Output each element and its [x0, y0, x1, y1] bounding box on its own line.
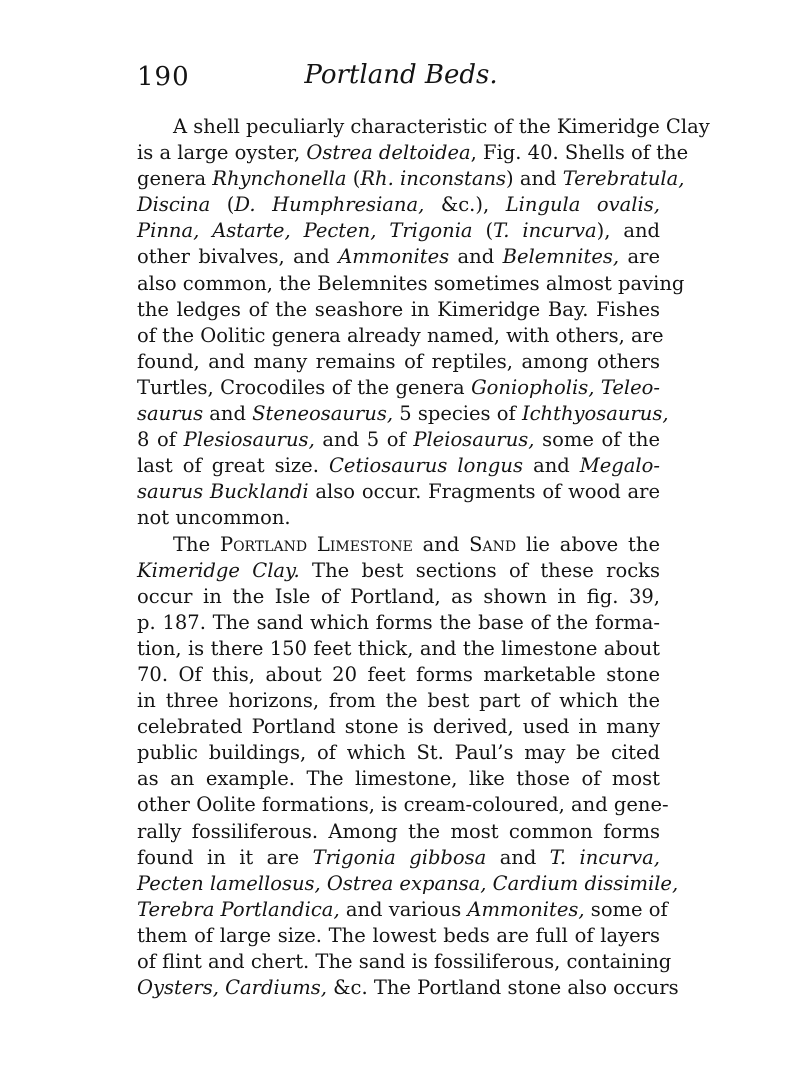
text-line [137, 505, 660, 531]
text-run: of the Oolitic genera already named, with others, are [137, 323, 664, 347]
body-text [137, 114, 710, 1001]
italic-text: Kimeridge Clay. [137, 558, 300, 582]
text-run: other Oolite formations, is cream-coloured, and gene- [137, 793, 669, 817]
text-run: lie above the [516, 532, 660, 556]
text-run: them of large size. The lowest beds are full of layers [137, 923, 660, 947]
text-line [137, 845, 660, 871]
text-run: ( [346, 167, 361, 191]
text-run: A shell peculiarly characteristic of the Kimeridge Clay [173, 115, 710, 138]
text-line [137, 297, 660, 323]
text-run: , Fig. 40. Shells of the [470, 141, 689, 165]
text-line [137, 949, 672, 975]
text-line [137, 871, 679, 897]
text-line [137, 819, 660, 845]
text-run: also occur. Fragments of wood are [308, 480, 661, 504]
italic-text: D. Humphresiana, [234, 193, 425, 217]
italic-text: Pleiosaurus, [413, 428, 535, 452]
text-line [137, 218, 660, 244]
text-line [137, 975, 679, 1001]
text-line [137, 140, 689, 166]
text-run: are [619, 245, 660, 269]
text-line [137, 401, 669, 427]
text-line [137, 897, 668, 923]
text-run: other bivalves, and [137, 245, 339, 269]
text-run: is a large oyster, [137, 141, 307, 165]
text-run: found in it are [137, 845, 313, 869]
italic-text: Ichthyosaurus, [521, 402, 669, 426]
italic-text: Terebratula, [562, 167, 685, 191]
text-line [137, 166, 685, 192]
text-run: and [486, 845, 550, 869]
text-run: rally fossiliferous. Among the most common forms [137, 819, 660, 843]
italic-text: Plesiosaurus, [183, 428, 315, 452]
text-line [137, 114, 710, 140]
italic-text: Terebra Portlandica, [137, 897, 340, 921]
text-line [137, 714, 660, 740]
text-run: genera [137, 167, 213, 191]
text-run: the ledges of the seashore in Kimeridge Bay. Fishes [137, 297, 660, 321]
text-run: as an example. The limestone, like those of most [137, 767, 660, 791]
text-line [137, 766, 660, 792]
italic-text: Ammonites, [467, 897, 585, 921]
italic-text: Ostrea deltoidea [306, 141, 471, 165]
page-header [137, 60, 665, 100]
text-line [137, 558, 660, 584]
text-run: and [523, 454, 580, 478]
text-run: The best sections of these rocks [299, 558, 660, 582]
italic-text: T. incurva [493, 219, 597, 243]
text-run: and [412, 532, 470, 556]
text-run: found, and many remains of reptiles, among others [137, 349, 660, 373]
italic-text: Cetiosaurus longus [328, 454, 523, 478]
italic-text: Rh. inconstans [360, 167, 507, 191]
text-line [137, 375, 660, 401]
italic-text: Trigonia gibbosa [312, 845, 487, 869]
text-run: ) and [506, 167, 563, 191]
text-line [137, 244, 660, 270]
text-line [137, 636, 660, 662]
text-run: some of the [534, 428, 661, 452]
text-run: and [203, 402, 253, 426]
text-line [137, 479, 660, 505]
italic-text: Oysters, Cardiums, [137, 976, 327, 1000]
italic-text: Pecten lamellosus, Ostrea expansa, Cardium dissimile, [137, 871, 679, 895]
italic-text: T. incurva, [549, 845, 660, 869]
italic-text: Goniopholis, Teleo- [471, 375, 660, 399]
text-run: 5 species of [393, 402, 522, 426]
italic-text: Ammonites [338, 245, 450, 269]
text-line [137, 427, 660, 453]
text-line [137, 584, 660, 610]
italic-text: Belemnites, [502, 245, 620, 269]
text-run: also common, the Belemnites sometimes almost paving [137, 271, 685, 295]
small-caps-text: Sand [469, 532, 517, 556]
text-line [137, 453, 660, 479]
running-head: Portland Beds. [304, 60, 498, 90]
page-number: 190 [137, 62, 190, 92]
text-run: ( [210, 193, 235, 217]
text-line [137, 349, 660, 375]
text-run: in three horizons, from the best part of which the [137, 689, 660, 713]
text-run: public buildings, of which St. Paul’s may be cited [137, 741, 660, 765]
text-run: of flint and chert. The sand is fossiliferous, containing [137, 950, 672, 973]
text-run: 70. Of this, about 20 feet forms marketable stone [137, 662, 660, 686]
italic-text: Lingula ovalis, [505, 193, 660, 217]
text-line [137, 662, 660, 688]
italic-text: saurus [137, 402, 204, 426]
text-run: and various [339, 897, 468, 921]
text-run: and [449, 245, 503, 269]
italic-text: Steneosaurus, [252, 402, 394, 426]
text-run: ), and [596, 219, 661, 243]
text-run: and 5 of [314, 428, 414, 452]
text-run: &c.), [424, 193, 506, 217]
text-run: &c. The Portland stone also occurs [326, 976, 679, 1000]
text-run: last of great size. [137, 454, 329, 478]
italic-text: Discina [137, 193, 211, 217]
italic-text: saurus Bucklandi [137, 480, 309, 504]
text-line [137, 192, 660, 218]
text-run: p. 187. The sand which forms the base of the forma- [137, 610, 660, 634]
text-line [137, 271, 685, 297]
text-line [137, 792, 669, 818]
text-line [137, 688, 660, 714]
text-run: occur in the Isle of Portland, as shown in fig. 39, [137, 584, 660, 608]
text-line [137, 740, 660, 766]
text-line [137, 923, 660, 949]
text-line [137, 323, 664, 349]
text-line [137, 532, 660, 558]
text-run: tion, is there 150 feet thick, and the limestone about [137, 636, 660, 660]
italic-text: Rhynchonella [212, 167, 347, 191]
text-run: 8 of [137, 428, 184, 452]
text-line [137, 610, 660, 636]
text-run: celebrated Portland stone is derived, used in many [137, 715, 660, 739]
text-run: some of [584, 897, 668, 921]
text-run: not uncommon. [137, 506, 291, 530]
italic-text: Pinna, Astarte, Pecten, Trigonia [137, 219, 473, 243]
text-run: ( [472, 219, 494, 243]
text-run: Turtles, Crocodiles of the genera [137, 375, 472, 399]
italic-text: Megalo- [579, 454, 660, 478]
small-caps-text: Portland Limestone [219, 532, 413, 556]
text-run: The [173, 532, 220, 556]
